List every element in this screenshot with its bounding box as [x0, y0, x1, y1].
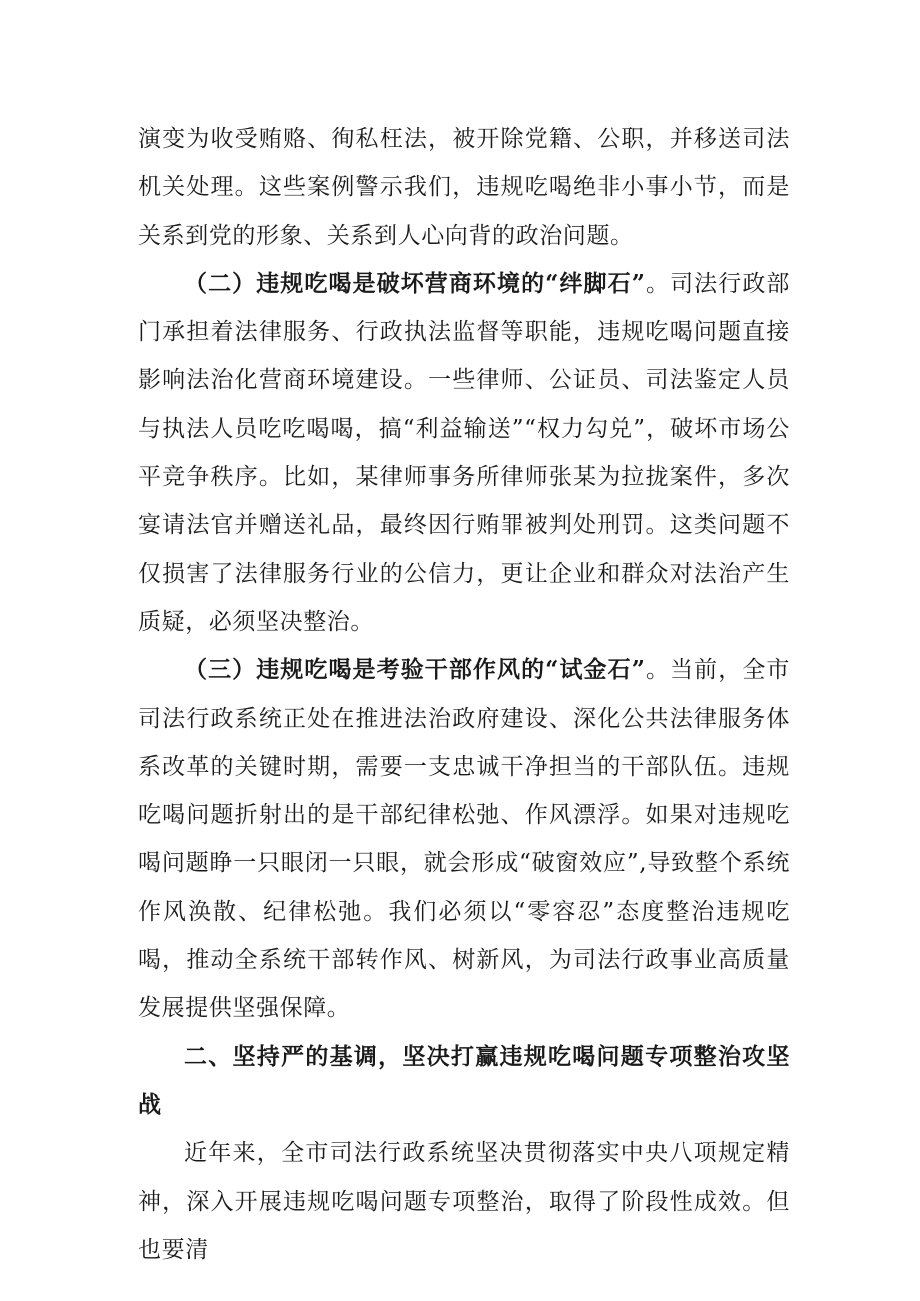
paragraph-text: 。司法行政部门承担着法律服务、行政执法监督等职能，违规吃喝问题直接影响法治化营商环境建设。一些律师、公证员、司法鉴定人员与执法人员吃吃喝喝，搞“利益输送”“权力勾兑”，破坏市场公平竞争秩序。比如，某律师事务所律师张某为拉拢案件，多次宴请法官并赠送礼品，最终因行贿罪被判处刑罚。这类问题不仅损害了法律服务行业的公信力，更让企业和群众对法治产生质疑，必须坚决整治。 — [138, 270, 790, 635]
document-body — [138, 115, 790, 1274]
paragraph-text: 近年来，全市司法行政系统坚决贯彻落实中央八项规定精神，深入开展违规吃喝问题专项整治，取得了阶段性成效。但也要清 — [138, 1140, 790, 1263]
paragraph-text: 。当前，全市司法行政系统正处在推进法治政府建设、深化公共法律服务体系改革的关键时期，需要一支忠诚干净担当的干部队伍。违规吃喝问题折射出的是干部纪律松弛、作风漂浮。如果对违规吃喝问题睁一只眼闭一只眼，就会形成“破窗效应”,导致整个系统作风涣散、纪律松弛。我们必须以“零容忍”态度整治违规吃喝，推动全系统干部转作风、树新风，为司法行政事业高质量发展提供坚强保障。 — [138, 657, 790, 1022]
paragraph-business-environment — [138, 260, 790, 646]
paragraph-recent-progress — [138, 1129, 790, 1274]
paragraph-cadre-style — [138, 646, 790, 1032]
paragraph-case-conclusion — [138, 115, 790, 260]
paragraph-lead-heading: （三）违规吃喝是考验干部作风的“试金石” — [184, 656, 646, 684]
paragraph-text: 演变为收受贿赂、徇私枉法，被开除党籍、公职，并移送司法机关处理。这些案例警示我们，违规吃喝绝非小事小节，而是关系到党的形象、关系到人心向背的政治问题。 — [138, 126, 790, 249]
paragraph-lead-heading: （二）违规吃喝是破坏营商环境的“绊脚石” — [184, 269, 646, 297]
section-heading: 二、坚持严的基调，坚决打赢违规吃喝问题专项整治攻坚战 — [138, 1042, 790, 1118]
